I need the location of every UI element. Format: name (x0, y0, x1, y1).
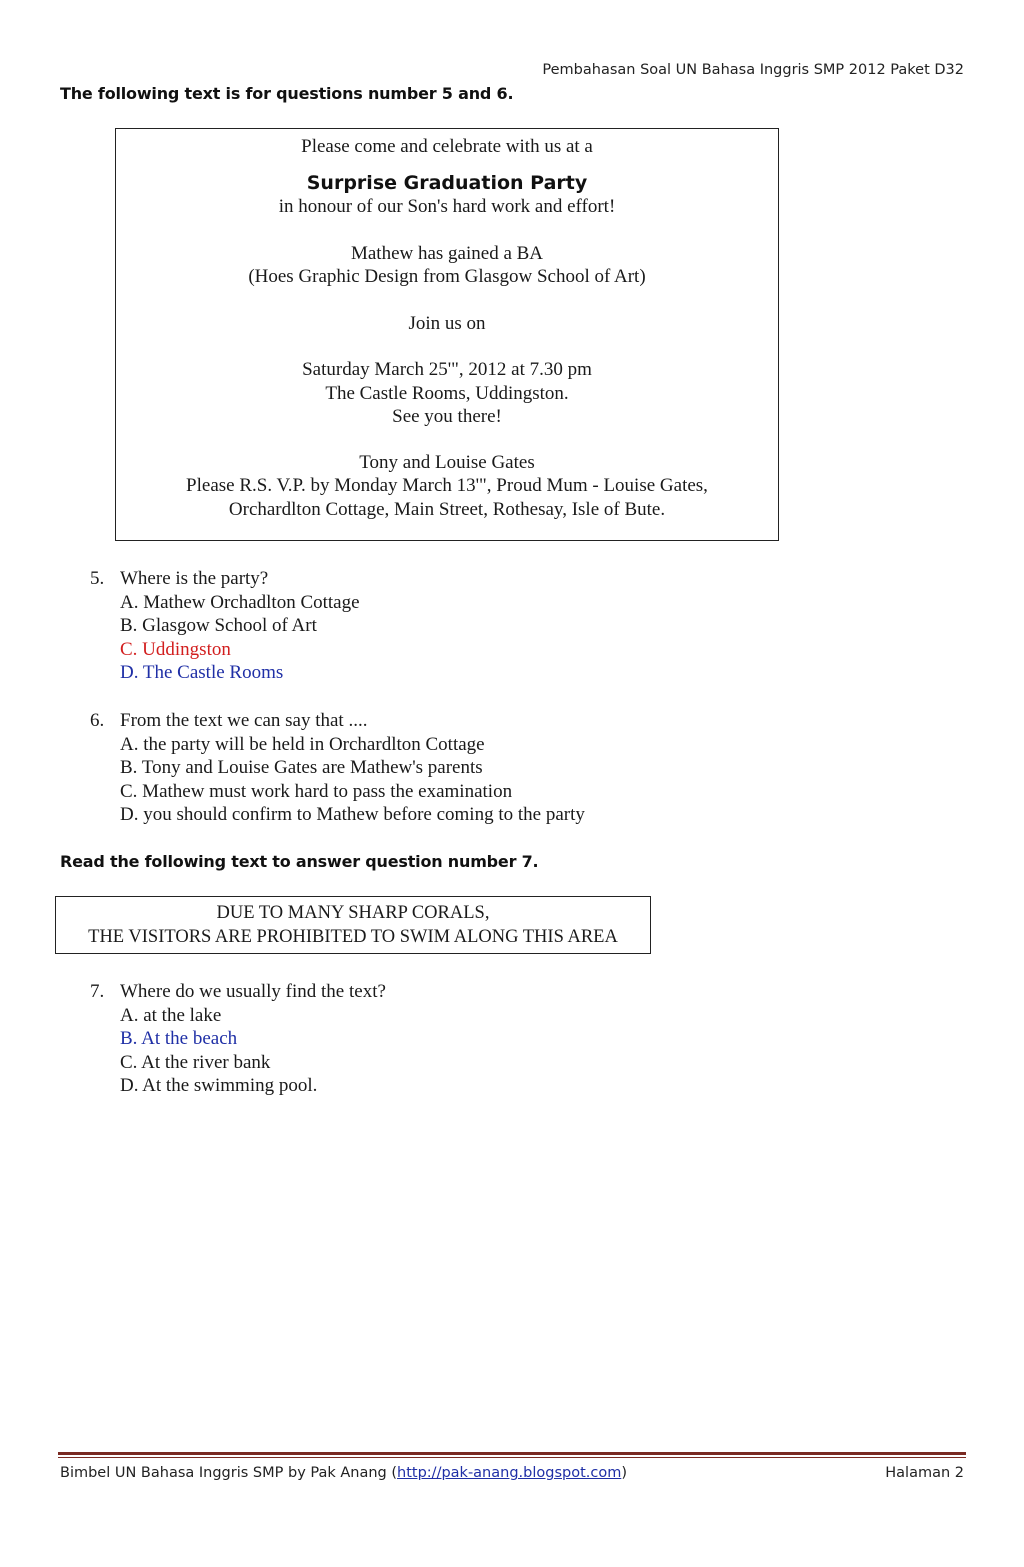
invitation-date: Saturday March 25'", 2012 at 7.30 pm (302, 359, 592, 380)
footer-credit: Bimbel UN Bahasa Inggris SMP by Pak Anang (http://pak-anang.blogspot.com) (60, 1465, 628, 1481)
section-heading-q5-6: The following text is for questions number 5 and 6. (60, 84, 514, 103)
option-b: B. Glasgow School of Art (120, 615, 317, 636)
option-c: C. Mathew must work hard to pass the examination (120, 780, 513, 802)
section-heading-q7: Read the following text to answer question number 7. (60, 852, 539, 871)
question-stem: 6. From the text we can say that .... (90, 710, 368, 731)
invitation-line: See you there! (392, 406, 502, 427)
option-b-answer: B. At the beach (120, 1028, 238, 1049)
notice-box (55, 896, 651, 954)
invitation-hosts: Tony and Louise Gates (359, 451, 535, 473)
notice-line: DUE TO MANY SHARP CORALS, (216, 903, 490, 923)
invitation-rsvp: Please R.S. V.P. by Monday March 13'", Proud Mum - Louise Gates, (186, 475, 708, 496)
invitation-line: Mathew has gained a BA (350, 242, 544, 264)
option-b: B. Tony and Louise Gates are Mathew's parents (120, 757, 483, 778)
invitation-address: Orchardlton Cottage, Main Street, Rothesay, Isle of Bute. (228, 498, 666, 520)
option-c: C. Uddingston (120, 638, 231, 660)
option-d: D. At the swimming pool. (120, 1075, 318, 1096)
invitation-line: Join us on (408, 312, 486, 334)
option-a: A. Mathew Orchadlton Cottage (120, 591, 360, 613)
option-d-answer: D. The Castle Rooms (120, 662, 284, 683)
question-5 (90, 567, 360, 685)
footer-divider (58, 1452, 966, 1458)
invitation-box (115, 128, 779, 541)
page-footer (60, 1465, 964, 1481)
invitation-line: Please come and celebrate with us at a (301, 136, 593, 157)
question-7 (90, 980, 386, 1098)
option-a: A. the party will be held in Orchardlton Cottage (120, 733, 485, 755)
running-header: Pembahasan Soal UN Bahasa Inggris SMP 2012 Paket D32 (542, 62, 964, 78)
question-6 (90, 709, 585, 827)
notice-line: THE VISITORS ARE PROHIBITED TO SWIM ALONG THIS AREA (88, 926, 618, 947)
option-c: C. At the river bank (120, 1051, 271, 1073)
footer-link[interactable]: http://pak-anang.blogspot.com (397, 1465, 622, 1481)
page-number: Halaman 2 (885, 1465, 964, 1481)
option-a: A. at the lake (120, 1004, 222, 1026)
invitation-venue: The Castle Rooms, Uddingston. (325, 382, 569, 404)
option-d: D. you should confirm to Mathew before coming to the party (120, 804, 585, 825)
invitation-line: in honour of our Son's hard work and effort! (278, 196, 616, 217)
invitation-line: (Hoes Graphic Design from Glasgow School of Art) (248, 266, 646, 287)
question-stem: 7. Where do we usually find the text? (90, 981, 386, 1002)
question-stem: 5. Where is the party? (90, 568, 269, 589)
invitation-title: Surprise Graduation Party (306, 171, 588, 194)
